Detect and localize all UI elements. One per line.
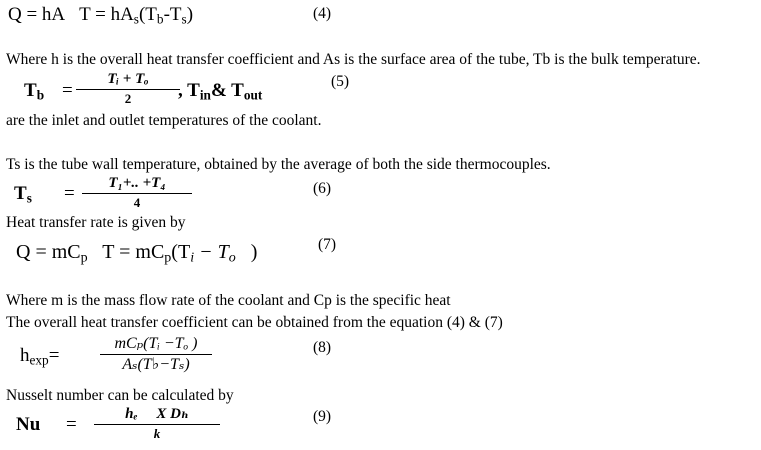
equation-9-number: (9)	[313, 408, 332, 425]
equation-8-numerator: mCₚ(Tᵢ −Tₒ )	[114, 335, 198, 352]
equation-6-number: (6)	[313, 180, 332, 197]
equation-5-equals: =	[62, 80, 73, 101]
fraction-bar	[94, 424, 220, 425]
fraction-bar	[82, 193, 192, 194]
eq4-rhs-open: (T	[138, 4, 157, 25]
eq4-sub-b: b	[156, 11, 164, 27]
eq4-lhs: Q = hA	[8, 4, 66, 25]
equation-9-fraction	[94, 407, 220, 440]
equation-8-number: (8)	[313, 339, 332, 356]
eq4-sub-s2: s	[181, 11, 187, 27]
equation-5-fraction	[76, 72, 180, 105]
equation-5-number: (5)	[331, 73, 350, 90]
paragraph-heat-transfer-rate: Heat transfer rate is given by	[6, 214, 186, 231]
equation-7-number: (7)	[318, 236, 337, 253]
paragraph-heat-transfer-coefficient: Where h is the overall heat transfer coefficient and As is the surface area of the tube, Tb is the bulk temperature.	[6, 51, 701, 68]
paragraph-tube-wall-temperature: Ts is the tube wall temperature, obtained by the average of both the side thermocouples.	[6, 156, 551, 173]
equation-4	[8, 4, 193, 27]
equation-6-denominator: 4	[133, 195, 141, 210]
equation-9-lhs: Nu	[16, 414, 41, 435]
eq4-rhs-mid: -T	[163, 4, 182, 25]
equation-9-denominator: k	[153, 426, 161, 441]
eq4-sub-s: s	[133, 11, 139, 27]
equation-8-fraction	[100, 336, 212, 373]
equation-6-fraction	[82, 176, 192, 209]
paragraph-inlet-outlet: are the inlet and outlet temperatures of the coolant.	[6, 112, 322, 129]
paragraph-overall-coefficient: The overall heat transfer coefficient can be obtained from the equation (4) & (7)	[6, 314, 503, 331]
fraction-bar	[76, 89, 180, 90]
paragraph-mass-flow-rate: Where m is the mass flow rate of the coolant and Cp is the specific heat	[6, 292, 451, 309]
equation-7: $Q = mC_p$ $T = mC_p(T_i - T_o$ )	[16, 241, 258, 266]
equation-5-lhs: $T_b$	[24, 80, 45, 103]
equation-9-equals: =	[66, 414, 77, 435]
equation-5-inlet-outlet: , $T_{in}\&$ $T_{out}$	[178, 80, 263, 103]
equation-5-numerator: Tᵢ + Tₒ	[107, 71, 149, 87]
equation-6-numerator: T₁+.. +T₄	[108, 175, 166, 191]
fraction-bar	[100, 354, 212, 355]
eq4-rhs-prefix: T = hA	[79, 4, 134, 25]
eq4-rhs-close: )	[186, 4, 194, 25]
paragraph-nusselt-number: Nusselt number can be calculated by	[6, 387, 234, 404]
equation-5-denominator: 2	[124, 91, 132, 106]
equation-8-denominator: Aₛ(T♭−Tₛ)	[122, 356, 190, 373]
equation-4-number: (4)	[313, 5, 332, 22]
equation-6-equals: =	[64, 183, 75, 204]
equation-6-lhs: $T_s$	[14, 183, 32, 206]
equation-9-numerator: hₑ X Dₕ	[125, 406, 189, 422]
equation-8-lhs: $h_{exp}=$	[20, 345, 60, 368]
